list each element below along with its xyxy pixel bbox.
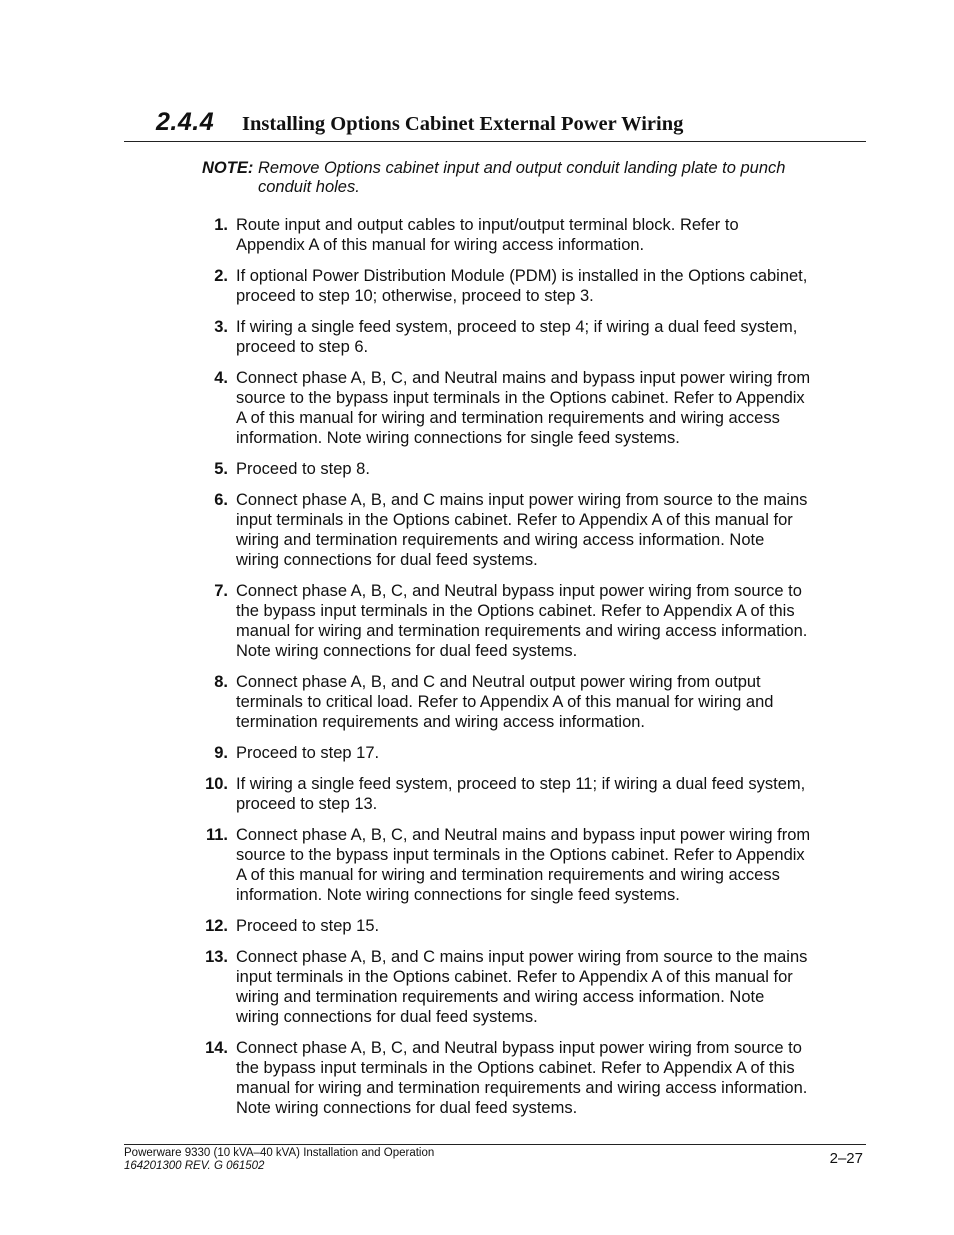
page-number: 2–27 bbox=[829, 1150, 863, 1167]
note-block bbox=[202, 159, 842, 197]
step-text: Connect phase A, B, C, and Neutral bypass input power wiring from source to the bypass input terminals in the Options cabinet. Refer to Appendix A of this manual for wiring and termination requirements and wiring access information. Note wiring connections for dual feed systems. bbox=[236, 582, 808, 660]
step-text: Proceed to step 15. bbox=[236, 917, 380, 935]
step-item bbox=[196, 947, 856, 1027]
note-text: Remove Options cabinet input and output conduit landing plate to punch conduit holes. bbox=[258, 159, 786, 196]
step-item bbox=[196, 459, 856, 479]
step-text: Proceed to step 17. bbox=[236, 744, 380, 762]
step-item bbox=[196, 490, 856, 570]
section-title: Installing Options Cabinet External Power Wiring bbox=[242, 113, 684, 135]
step-number: 7. bbox=[214, 582, 228, 600]
step-text: Connect phase A, B, and C mains input power wiring from source to the mains input terminals in the Options cabinet. Refer to Appendix A of this manual for wiring and termination requirements and wiring access information. Note wiring connections for dual feed systems. bbox=[236, 491, 808, 569]
step-number: 3. bbox=[214, 318, 228, 336]
step-text: Connect phase A, B, C, and Neutral mains and bypass input power wiring from source to the bypass input terminals in the Options cabinet. Refer to Appendix A of this manual for wiring and termination requirements and wiring access information. Note wiring connections for single feed systems. bbox=[236, 369, 811, 447]
footer-document-title: Powerware 9330 (10 kVA–40 kVA) Installation and Operation bbox=[124, 1147, 435, 1159]
step-number: 12. bbox=[205, 917, 228, 935]
step-text: If wiring a single feed system, proceed to step 4; if wiring a dual feed system, proceed to step 6. bbox=[236, 318, 798, 356]
step-text: Connect phase A, B, and C and Neutral output power wiring from output terminals to critical load. Refer to Appendix A of this manual for wiring and termination requirements and wiring access information. bbox=[236, 673, 774, 731]
step-text: If wiring a single feed system, proceed to step 11; if wiring a dual feed system, proceed to step 13. bbox=[236, 775, 806, 813]
step-number: 6. bbox=[214, 491, 228, 509]
step-number: 1. bbox=[214, 216, 228, 234]
step-item bbox=[196, 215, 856, 255]
step-text: If optional Power Distribution Module (PDM) is installed in the Options cabinet, proceed to step 10; otherwise, proceed to step 3. bbox=[236, 267, 808, 305]
step-item bbox=[196, 825, 856, 905]
step-number: 10. bbox=[205, 775, 228, 793]
step-item bbox=[196, 672, 856, 732]
footer-revision: 164201300 REV. G 061502 bbox=[124, 1160, 265, 1172]
step-item bbox=[196, 368, 856, 448]
page-footer bbox=[124, 1144, 866, 1172]
step-text: Connect phase A, B, C, and Neutral mains and bypass input power wiring from source to the bypass input terminals in the Options cabinet. Refer to Appendix A of this manual for wiring and termination requirements and wiring access information. Note wiring connections for single feed systems. bbox=[236, 826, 811, 904]
steps-list bbox=[196, 215, 856, 1129]
step-item bbox=[196, 317, 856, 357]
step-number: 14. bbox=[205, 1039, 228, 1057]
step-text: Route input and output cables to input/output terminal block. Refer to Appendix A of this manual for wiring access information. bbox=[236, 216, 739, 254]
step-text: Connect phase A, B, C, and Neutral bypass input power wiring from source to the bypass input terminals in the Options cabinet. Refer to Appendix A of this manual for wiring and termination requirements and wiring access information. Note wiring connections for dual feed systems. bbox=[236, 1039, 808, 1117]
section-heading bbox=[124, 106, 866, 142]
note-label: NOTE: bbox=[202, 159, 254, 177]
step-item bbox=[196, 266, 856, 306]
step-number: 13. bbox=[205, 948, 228, 966]
step-item bbox=[196, 1038, 856, 1118]
step-number: 8. bbox=[214, 673, 228, 691]
step-item bbox=[196, 581, 856, 661]
step-number: 4. bbox=[214, 369, 228, 387]
step-item bbox=[196, 774, 856, 814]
step-number: 2. bbox=[214, 267, 228, 285]
step-item bbox=[196, 743, 856, 763]
step-text: Proceed to step 8. bbox=[236, 460, 370, 478]
section-number: 2.4.4 bbox=[156, 108, 215, 136]
step-number: 11. bbox=[205, 826, 228, 844]
step-number: 5. bbox=[214, 460, 228, 478]
step-number: 9. bbox=[214, 744, 228, 762]
step-text: Connect phase A, B, and C mains input power wiring from source to the mains input terminals in the Options cabinet. Refer to Appendix A of this manual for wiring and termination requirements and wiring access information. Note wiring connections for dual feed systems. bbox=[236, 948, 808, 1026]
step-item bbox=[196, 916, 856, 936]
